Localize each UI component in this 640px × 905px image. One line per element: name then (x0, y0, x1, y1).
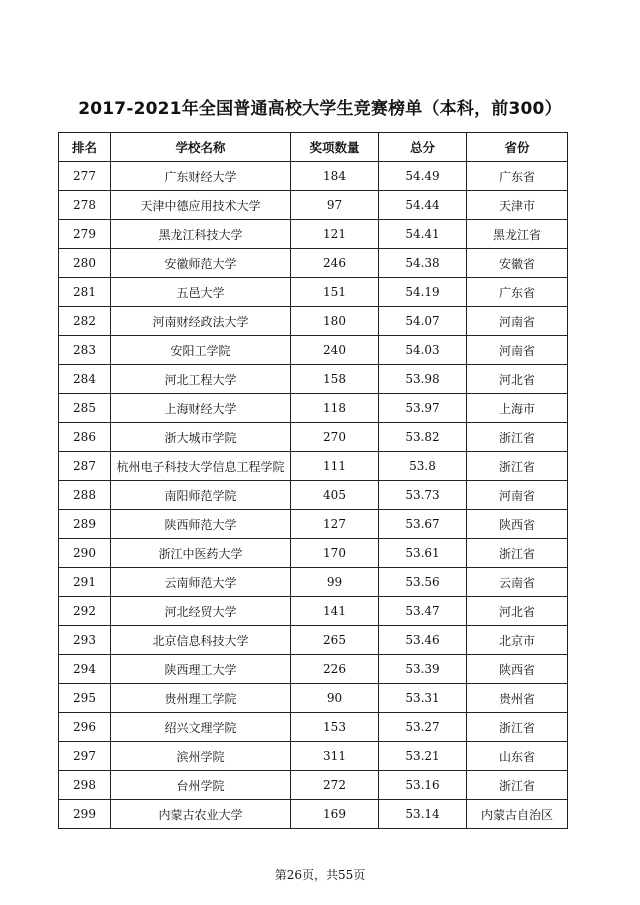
total-score-cell: 53.82 (379, 423, 467, 452)
province-cell: 浙江省 (467, 539, 568, 568)
award-count-cell: 240 (291, 336, 379, 365)
rank-cell: 287 (59, 452, 111, 481)
table-row (59, 394, 568, 423)
total-score-cell: 54.19 (379, 278, 467, 307)
school-name-cell: 天津中德应用技术大学 (111, 191, 291, 220)
page-footer: 第26页，共55页 (274, 868, 366, 882)
school-name-cell: 浙江中医药大学 (111, 539, 291, 568)
table-row (59, 278, 568, 307)
award-count-cell: 99 (291, 568, 379, 597)
award-count-cell: 118 (291, 394, 379, 423)
total-score-cell: 53.47 (379, 597, 467, 626)
award-count-cell: 141 (291, 597, 379, 626)
ranking-table (58, 132, 568, 829)
rank-cell: 290 (59, 539, 111, 568)
table-body (59, 162, 568, 829)
school-name-cell: 南阳师范学院 (111, 481, 291, 510)
province-cell: 安徽省 (467, 249, 568, 278)
award-count-cell: 97 (291, 191, 379, 220)
school-name-cell: 绍兴文理学院 (111, 713, 291, 742)
province-cell: 河北省 (467, 365, 568, 394)
table-header-row (59, 133, 568, 162)
rank-cell: 279 (59, 220, 111, 249)
school-name-cell: 上海财经大学 (111, 394, 291, 423)
rank-cell: 299 (59, 800, 111, 829)
province-cell: 浙江省 (467, 771, 568, 800)
table-row (59, 771, 568, 800)
province-cell: 河南省 (467, 307, 568, 336)
province-cell: 陕西省 (467, 510, 568, 539)
award-count-cell: 169 (291, 800, 379, 829)
school-name-cell: 杭州电子科技大学信息工程学院 (111, 452, 291, 481)
province-cell: 山东省 (467, 742, 568, 771)
award-count-cell: 184 (291, 162, 379, 191)
rank-cell: 292 (59, 597, 111, 626)
total-score-cell: 53.98 (379, 365, 467, 394)
table-row (59, 452, 568, 481)
table-row (59, 336, 568, 365)
total-score-cell: 53.14 (379, 800, 467, 829)
table-row (59, 568, 568, 597)
school-name-cell: 安阳工学院 (111, 336, 291, 365)
province-cell: 河北省 (467, 597, 568, 626)
province-cell: 广东省 (467, 162, 568, 191)
table-row (59, 626, 568, 655)
total-score-cell: 54.44 (379, 191, 467, 220)
total-score-cell: 54.49 (379, 162, 467, 191)
award-count-cell: 265 (291, 626, 379, 655)
province-cell: 广东省 (467, 278, 568, 307)
school-name-cell: 内蒙古农业大学 (111, 800, 291, 829)
province-cell: 浙江省 (467, 423, 568, 452)
table-row (59, 365, 568, 394)
school-name-cell: 安徽师范大学 (111, 249, 291, 278)
rank-cell: 289 (59, 510, 111, 539)
table-row (59, 481, 568, 510)
award-count-cell: 226 (291, 655, 379, 684)
column-header-province: 省份 (467, 133, 568, 162)
total-score-cell: 53.16 (379, 771, 467, 800)
award-count-cell: 405 (291, 481, 379, 510)
award-count-cell: 311 (291, 742, 379, 771)
rank-cell: 293 (59, 626, 111, 655)
total-score-cell: 53.8 (379, 452, 467, 481)
total-score-cell: 53.67 (379, 510, 467, 539)
school-name-cell: 云南师范大学 (111, 568, 291, 597)
total-score-cell: 53.31 (379, 684, 467, 713)
total-score-cell: 53.61 (379, 539, 467, 568)
award-count-cell: 180 (291, 307, 379, 336)
province-cell: 黑龙江省 (467, 220, 568, 249)
rank-cell: 282 (59, 307, 111, 336)
province-cell: 贵州省 (467, 684, 568, 713)
school-name-cell: 贵州理工学院 (111, 684, 291, 713)
table-row (59, 307, 568, 336)
award-count-cell: 111 (291, 452, 379, 481)
total-score-cell: 53.27 (379, 713, 467, 742)
rank-cell: 281 (59, 278, 111, 307)
award-count-cell: 170 (291, 539, 379, 568)
rank-cell: 280 (59, 249, 111, 278)
column-header-rank: 排名 (59, 133, 111, 162)
province-cell: 河南省 (467, 336, 568, 365)
school-name-cell: 黑龙江科技大学 (111, 220, 291, 249)
table-row (59, 742, 568, 771)
table-row (59, 162, 568, 191)
rank-cell: 294 (59, 655, 111, 684)
column-header-school: 学校名称 (111, 133, 291, 162)
rank-cell: 286 (59, 423, 111, 452)
school-name-cell: 河南财经政法大学 (111, 307, 291, 336)
award-count-cell: 272 (291, 771, 379, 800)
school-name-cell: 五邑大学 (111, 278, 291, 307)
rank-cell: 288 (59, 481, 111, 510)
award-count-cell: 121 (291, 220, 379, 249)
award-count-cell: 153 (291, 713, 379, 742)
total-score-cell: 53.39 (379, 655, 467, 684)
total-score-cell: 54.07 (379, 307, 467, 336)
rank-cell: 277 (59, 162, 111, 191)
school-name-cell: 滨州学院 (111, 742, 291, 771)
province-cell: 陕西省 (467, 655, 568, 684)
column-header-score: 总分 (379, 133, 467, 162)
table-row (59, 510, 568, 539)
rank-cell: 295 (59, 684, 111, 713)
province-cell: 浙江省 (467, 713, 568, 742)
table-row (59, 423, 568, 452)
table-row (59, 684, 568, 713)
total-score-cell: 53.21 (379, 742, 467, 771)
province-cell: 浙江省 (467, 452, 568, 481)
rank-cell: 278 (59, 191, 111, 220)
school-name-cell: 浙大城市学院 (111, 423, 291, 452)
school-name-cell: 北京信息科技大学 (111, 626, 291, 655)
table-row (59, 191, 568, 220)
province-cell: 内蒙古自治区 (467, 800, 568, 829)
award-count-cell: 90 (291, 684, 379, 713)
total-score-cell: 54.38 (379, 249, 467, 278)
award-count-cell: 151 (291, 278, 379, 307)
total-score-cell: 53.97 (379, 394, 467, 423)
province-cell: 河南省 (467, 481, 568, 510)
rank-cell: 297 (59, 742, 111, 771)
school-name-cell: 河北经贸大学 (111, 597, 291, 626)
school-name-cell: 台州学院 (111, 771, 291, 800)
table-row (59, 800, 568, 829)
province-cell: 云南省 (467, 568, 568, 597)
rank-cell: 284 (59, 365, 111, 394)
school-name-cell: 陕西理工大学 (111, 655, 291, 684)
rank-cell: 296 (59, 713, 111, 742)
province-cell: 上海市 (467, 394, 568, 423)
table-row (59, 539, 568, 568)
total-score-cell: 54.41 (379, 220, 467, 249)
school-name-cell: 广东财经大学 (111, 162, 291, 191)
province-cell: 天津市 (467, 191, 568, 220)
table-row (59, 249, 568, 278)
total-score-cell: 53.46 (379, 626, 467, 655)
award-count-cell: 127 (291, 510, 379, 539)
award-count-cell: 246 (291, 249, 379, 278)
page-title: 2017-2021年全国普通高校大学生竞赛榜单（本科，前300） (78, 99, 562, 119)
rank-cell: 283 (59, 336, 111, 365)
award-count-cell: 270 (291, 423, 379, 452)
province-cell: 北京市 (467, 626, 568, 655)
total-score-cell: 53.73 (379, 481, 467, 510)
school-name-cell: 陕西师范大学 (111, 510, 291, 539)
rank-cell: 291 (59, 568, 111, 597)
award-count-cell: 158 (291, 365, 379, 394)
total-score-cell: 53.56 (379, 568, 467, 597)
table-row (59, 655, 568, 684)
rank-cell: 285 (59, 394, 111, 423)
rank-cell: 298 (59, 771, 111, 800)
total-score-cell: 54.03 (379, 336, 467, 365)
table-row (59, 220, 568, 249)
column-header-awards: 奖项数量 (291, 133, 379, 162)
school-name-cell: 河北工程大学 (111, 365, 291, 394)
table-row (59, 597, 568, 626)
table-row (59, 713, 568, 742)
